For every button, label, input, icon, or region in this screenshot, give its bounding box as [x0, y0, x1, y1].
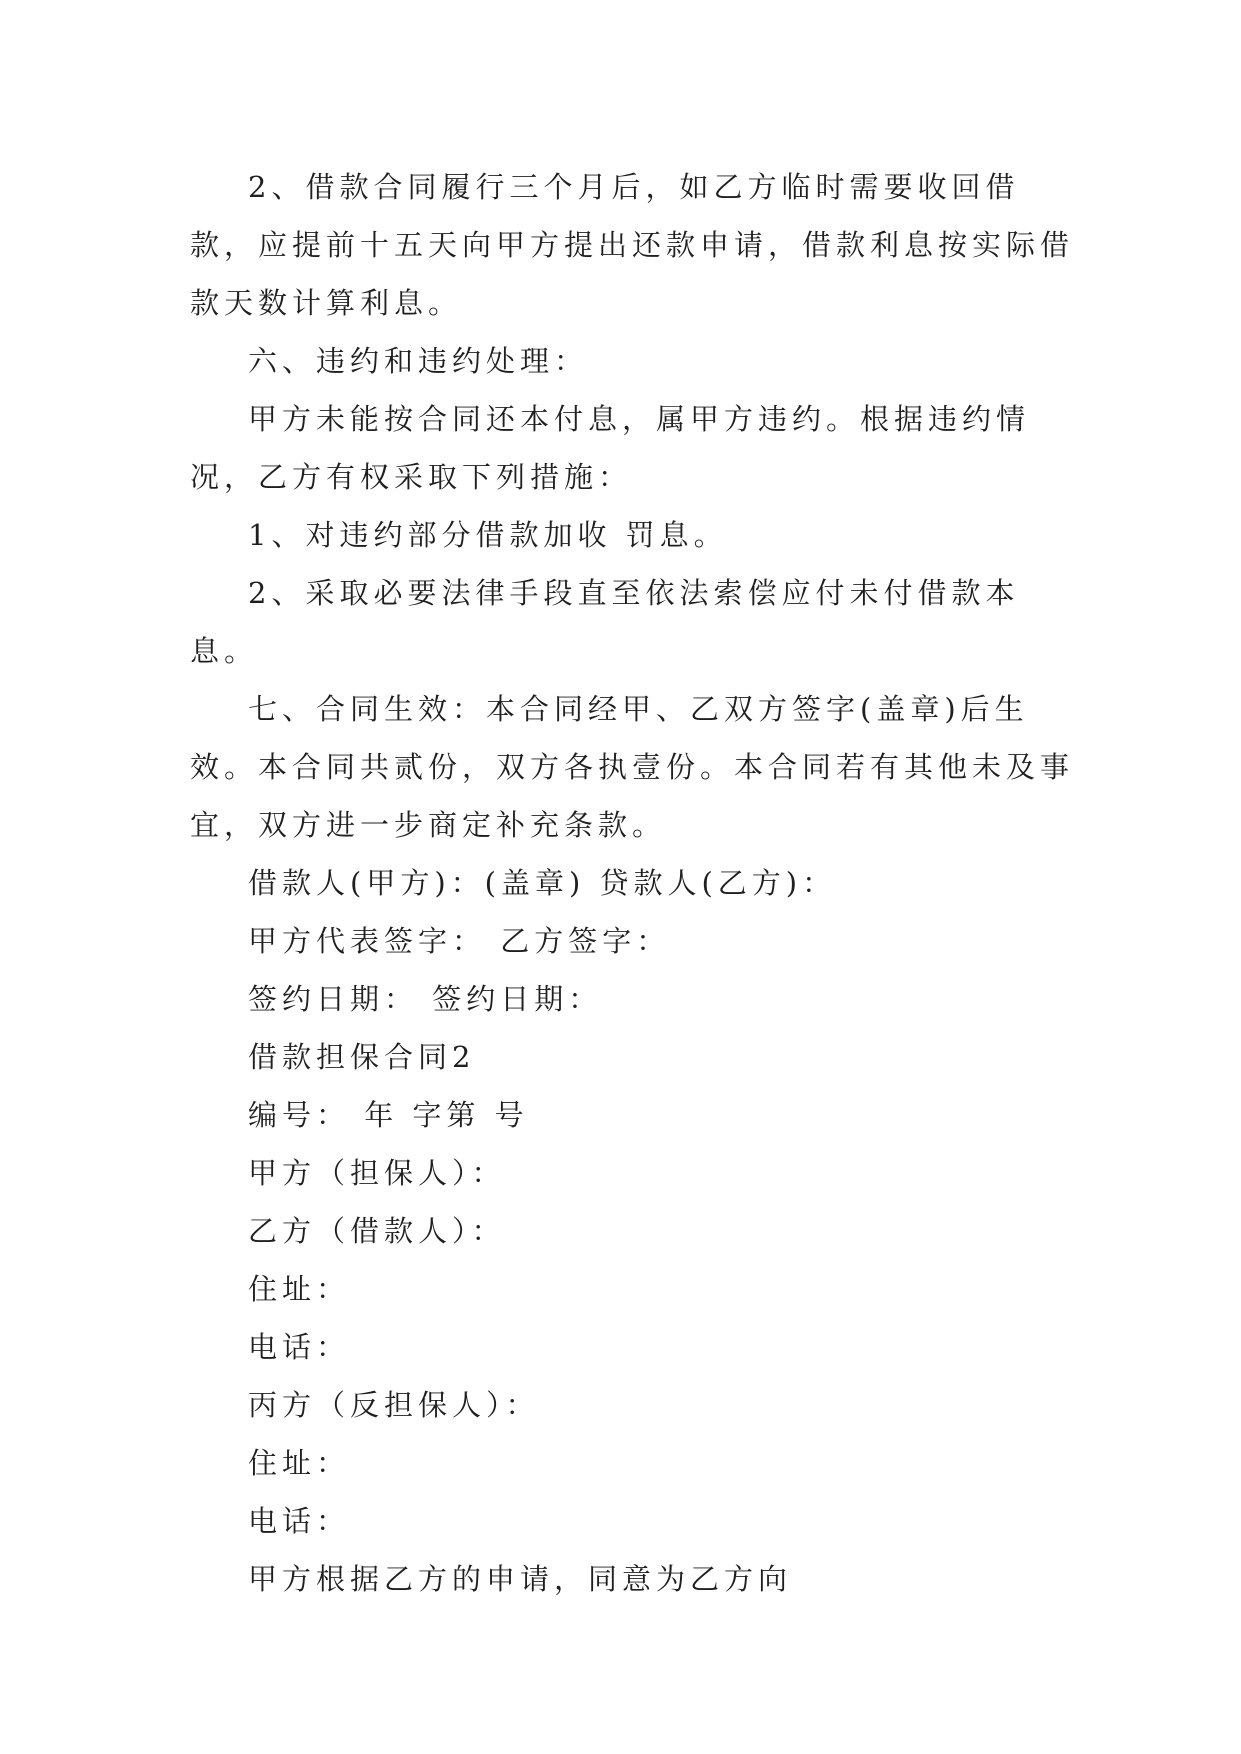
- party-b-borrower: 乙方（借款人）：: [248, 1214, 506, 1248]
- party-c-phone: 电话：: [248, 1504, 351, 1538]
- signature-parties: 借款人(甲方)：(盖章) 贷款人(乙方)：: [248, 866, 837, 900]
- paragraph-penalty-interest: 1、对违约部分借款加收 罚息。: [248, 518, 728, 552]
- document-body: [190, 158, 1080, 1608]
- paragraph-legal-means: 2、采取必要法律手段直至依法索偿应付未付借款本息。: [190, 576, 1020, 668]
- paragraph-effectiveness: 七、合同生效：本合同经甲、乙双方签字(盖章)后生效。本合同共贰份，双方各执壹份。本合同若有其他未及事宜，双方进一步商定补充条款。: [190, 692, 1075, 842]
- paragraph-early-repayment: 2、借款合同履行三个月后，如乙方临时需要收回借款，应提前十五天向甲方提出还款申请，借款利息按实际借款天数计算利息。: [190, 170, 1075, 320]
- party-c-counter-guarantor: 丙方（反担保人）：: [248, 1388, 540, 1422]
- party-a-guarantor: 甲方（担保人）：: [248, 1156, 506, 1190]
- contract-title: 借款担保合同2: [248, 1040, 476, 1074]
- heading-breach: 六、违约和违约处理：: [248, 344, 589, 378]
- party-b-phone: 电话：: [248, 1330, 351, 1364]
- signature-representatives: 甲方代表签字： 乙方签字：: [248, 924, 671, 958]
- paragraph-guarantee-intro: 甲方根据乙方的申请，同意为乙方向: [248, 1562, 793, 1596]
- signature-dates: 签约日期： 签约日期：: [248, 982, 603, 1016]
- contract-number: 编号： 年 字第 号: [248, 1098, 529, 1132]
- party-c-address: 住址：: [248, 1446, 351, 1480]
- party-b-address: 住址：: [248, 1272, 351, 1306]
- paragraph-breach-intro: 甲方未能按合同还本付息，属甲方违约。根据违约情况，乙方有权采取下列措施：: [190, 402, 1031, 494]
